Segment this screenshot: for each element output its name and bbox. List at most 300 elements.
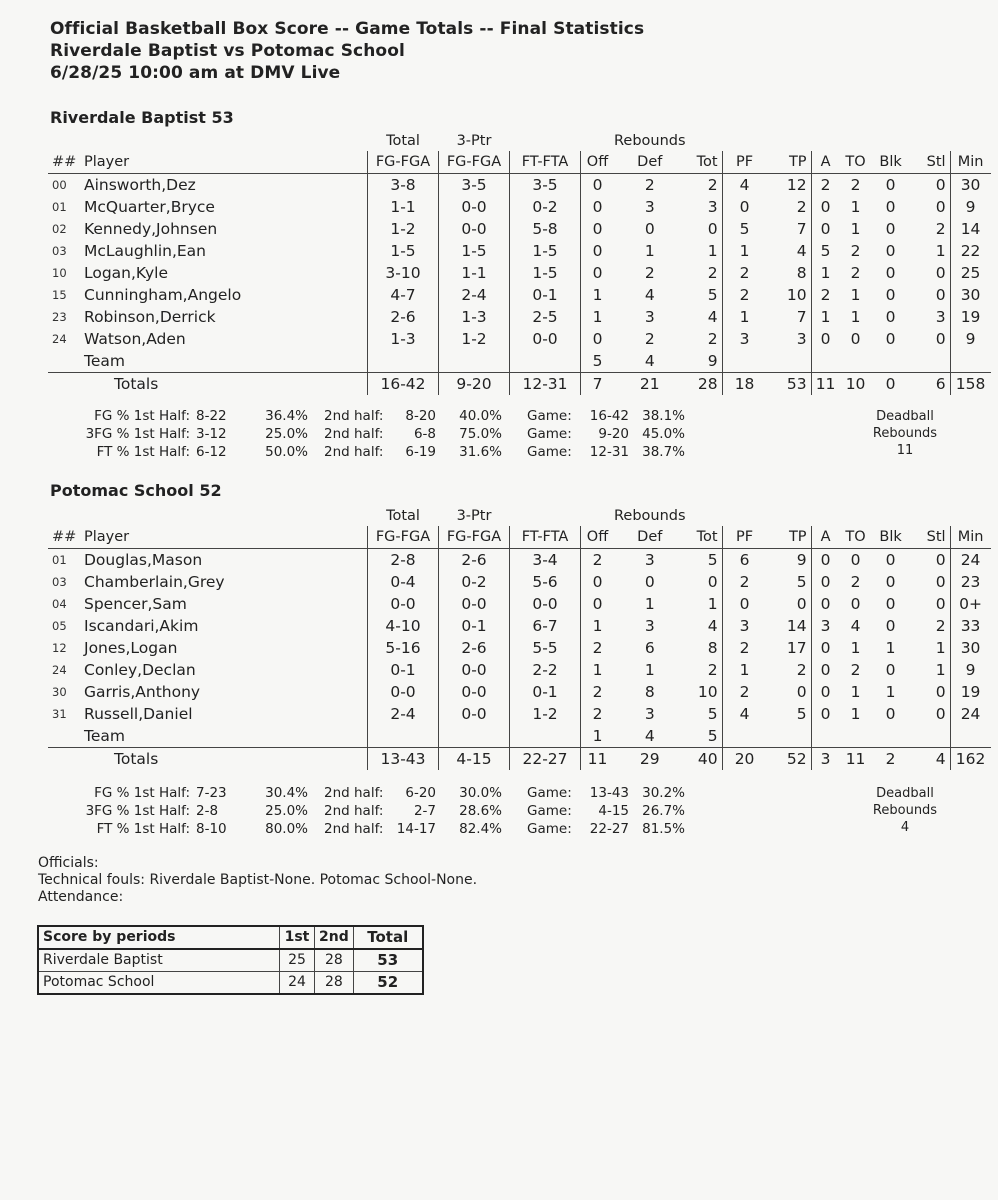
turnovers: 1: [850, 683, 861, 701]
ft-fta: 1-2: [510, 703, 581, 725]
assists: 0: [820, 551, 831, 569]
turnovers: 1: [850, 308, 861, 326]
game-label: Game:: [527, 821, 572, 837]
turnovers: 1: [850, 198, 861, 216]
total-three-pt-fg-fga: 4-15: [439, 748, 510, 771]
deadball-label: Deadball: [876, 409, 934, 424]
col-blocks: Blk: [872, 151, 910, 174]
team-rebounds-row: [48, 350, 991, 373]
tot-reb: 4: [686, 306, 723, 328]
def-reb: 2: [644, 264, 655, 282]
total-turnovers: 11: [840, 748, 872, 771]
team-2-title: Potomac School 52: [50, 481, 222, 500]
player-name: Cunningham,Angelo: [84, 286, 242, 304]
off-reb: 2: [592, 551, 603, 569]
col-def-reb: Def: [614, 151, 686, 174]
blank: [910, 506, 951, 526]
steals: 0: [910, 196, 951, 218]
tot-reb: 5: [686, 284, 723, 306]
fg-fga: 2-8: [368, 549, 439, 572]
fg-fga: 0-0: [368, 681, 439, 703]
turnovers: 4: [850, 617, 861, 635]
minutes: 9: [965, 330, 976, 348]
total-steals: 6: [910, 373, 951, 396]
jersey-number: 04: [52, 597, 67, 611]
player-row: [48, 681, 991, 703]
minutes: 9: [965, 661, 976, 679]
blank: [811, 131, 840, 151]
game-made: 9-20: [598, 426, 629, 442]
three-pt-fg-fga: 2-6: [439, 637, 510, 659]
tot-reb: 1: [686, 240, 723, 262]
periods-total: 53: [353, 949, 423, 972]
player-name: McQuarter,Bryce: [84, 198, 215, 216]
minutes: 14: [960, 220, 981, 238]
col-personal-fouls: PF: [722, 526, 767, 549]
total-points: 5: [767, 703, 812, 725]
minutes: 33: [960, 617, 981, 635]
total-points: 2: [767, 659, 812, 681]
player-row: [48, 262, 991, 284]
pct-label: FG % 1st Half:: [94, 408, 190, 424]
three-pt-fg-fga: 3-5: [439, 174, 510, 197]
blank: [840, 725, 872, 748]
total-total-points: 53: [767, 373, 812, 396]
blank: [722, 725, 767, 748]
total-three-pt-fg-fga: 9-20: [439, 373, 510, 396]
jersey-number: 31: [52, 707, 67, 721]
def-reb: 1: [644, 661, 655, 679]
personal-fouls: 2: [739, 286, 750, 304]
personal-fouls: 2: [739, 639, 750, 657]
steals: 0: [910, 284, 951, 306]
periods-header-q2: 2nd: [315, 926, 354, 949]
tot-reb: 4: [686, 615, 723, 637]
pct-label: 3FG % 1st Half:: [85, 426, 190, 442]
blank: [840, 506, 872, 526]
pct-label: FG % 1st Half:: [94, 785, 190, 801]
ft-fta: 2-2: [510, 659, 581, 681]
minutes: 19: [960, 683, 981, 701]
game-pct: 45.0%: [642, 426, 685, 442]
game-made: 22-27: [589, 821, 629, 837]
blank: [48, 725, 84, 748]
total-ft-fta: 22-27: [510, 748, 581, 771]
first-half-made: 3-12: [196, 426, 227, 442]
blank: [48, 373, 84, 396]
player-name: Russell,Daniel: [84, 705, 193, 723]
player-row: [48, 174, 991, 197]
total-points: 3: [767, 328, 812, 350]
def-reb: 3: [644, 551, 655, 569]
three-pt-fg-fga: 2-4: [439, 284, 510, 306]
tot-reb: 9: [686, 350, 723, 373]
jersey-number: 05: [52, 619, 67, 633]
col-turnovers: TO: [840, 151, 872, 174]
blank: [767, 506, 812, 526]
total-points: 17: [767, 637, 812, 659]
shooting-pct-row: [50, 407, 685, 425]
jersey-number: 03: [52, 244, 67, 258]
turnovers: 1: [850, 639, 861, 657]
rebounds-label: Rebounds: [872, 803, 938, 818]
personal-fouls: 5: [739, 220, 750, 238]
ft-fta: 0-0: [510, 593, 581, 615]
blank: [510, 350, 581, 373]
report-header: [50, 18, 644, 84]
total-points: 2: [767, 196, 812, 218]
personal-fouls: 4: [739, 705, 750, 723]
steals: 0: [910, 549, 951, 572]
assists: 0: [820, 595, 831, 613]
ft-fta: 5-8: [510, 218, 581, 240]
player-row: [48, 637, 991, 659]
ft-fta: 3-5: [510, 174, 581, 197]
col-fg-fga: FG-FGA: [368, 151, 439, 174]
col-ft-fta: FT-FTA: [510, 151, 581, 174]
assists: 2: [820, 286, 831, 304]
second-half-label: 2nd half:: [324, 444, 384, 460]
personal-fouls: 1: [739, 661, 750, 679]
off-reb: 0: [592, 330, 603, 348]
tot-reb: 5: [686, 725, 723, 748]
blocks: 0: [885, 176, 896, 194]
rebounds-label: Rebounds: [872, 426, 938, 441]
three-pt-fg-fga: 0-0: [439, 659, 510, 681]
steals: 1: [910, 659, 951, 681]
team-1-deadball-rebounds: [862, 408, 948, 459]
first-half-made: 8-10: [196, 821, 227, 837]
player-row: [48, 615, 991, 637]
periods-row: [38, 949, 423, 972]
personal-fouls: 0: [739, 595, 750, 613]
off-reb: 1: [592, 617, 603, 635]
ft-fta: 5-5: [510, 637, 581, 659]
tot-reb: 1: [686, 593, 723, 615]
off-reb: 1: [592, 727, 603, 745]
periods-total: 52: [353, 972, 423, 995]
col-three-pt-fg-fga: FG-FGA: [439, 526, 510, 549]
player-row: [48, 549, 991, 572]
blocks: 0: [885, 330, 896, 348]
def-reb: 3: [644, 705, 655, 723]
off-reb: 0: [592, 176, 603, 194]
jersey-number: 24: [52, 663, 67, 677]
ft-fta: 1-5: [510, 262, 581, 284]
first-half-pct: 50.0%: [265, 444, 308, 460]
minutes: 24: [960, 705, 981, 723]
total-fg-fga: 16-42: [368, 373, 439, 396]
assists: 1: [820, 308, 831, 326]
score-by-periods-table: [37, 925, 424, 995]
jersey-number: 30: [52, 685, 67, 699]
steals: 0: [910, 174, 951, 197]
group-rebounds: Rebounds: [614, 133, 686, 149]
blank: [439, 350, 510, 373]
three-pt-fg-fga: 2-6: [439, 549, 510, 572]
blocks: 0: [885, 242, 896, 260]
col-steals: Stl: [910, 526, 951, 549]
def-reb: 1: [644, 242, 655, 260]
col-total-points: TP: [767, 526, 812, 549]
jersey-number: 01: [52, 200, 67, 214]
def-reb: 1: [644, 595, 655, 613]
second-half-pct: 40.0%: [459, 408, 502, 424]
blank: [811, 506, 840, 526]
assists: 0: [820, 198, 831, 216]
fg-fga: 4-7: [368, 284, 439, 306]
ft-fta: 3-4: [510, 549, 581, 572]
assists: 2: [820, 176, 831, 194]
fg-fga: 0-4: [368, 571, 439, 593]
pct-label: 3FG % 1st Half:: [85, 803, 190, 819]
assists: 0: [820, 661, 831, 679]
col-blocks: Blk: [872, 526, 910, 549]
group-total: Total: [386, 508, 420, 524]
turnovers: 1: [850, 286, 861, 304]
ft-fta: 0-1: [510, 681, 581, 703]
total-steals: 4: [910, 748, 951, 771]
team-1-shooting-percentages: [50, 407, 685, 461]
blank: [910, 131, 951, 151]
blocks: 1: [885, 639, 896, 657]
def-reb: 3: [644, 308, 655, 326]
fg-fga: 5-16: [368, 637, 439, 659]
shooting-pct-row: [50, 425, 685, 443]
column-group-header: [48, 131, 991, 151]
second-half-made: 6-19: [405, 444, 436, 460]
total-off-reb: 11: [581, 748, 615, 771]
player-row: [48, 240, 991, 262]
def-reb: 8: [644, 683, 655, 701]
steals: 0: [910, 262, 951, 284]
turnovers: 1: [850, 705, 861, 723]
second-half-made: 8-20: [405, 408, 436, 424]
three-pt-fg-fga: 0-1: [439, 615, 510, 637]
game-pct: 38.7%: [642, 444, 685, 460]
off-reb: 0: [592, 242, 603, 260]
col-assists: A: [811, 526, 840, 549]
col-steals: Stl: [910, 151, 951, 174]
def-reb: 3: [644, 617, 655, 635]
col-def-reb: Def: [614, 526, 686, 549]
three-pt-fg-fga: 0-0: [439, 218, 510, 240]
player-name: Garris,Anthony: [84, 683, 201, 701]
total-points: 4: [767, 240, 812, 262]
ft-fta: 0-1: [510, 284, 581, 306]
game-pct: 81.5%: [642, 821, 685, 837]
tot-reb: 5: [686, 703, 723, 725]
off-reb: 0: [592, 198, 603, 216]
total-personal-fouls: 20: [722, 748, 767, 771]
ft-fta: 2-5: [510, 306, 581, 328]
assists: 0: [820, 705, 831, 723]
blank: [950, 725, 991, 748]
fg-fga: 1-2: [368, 218, 439, 240]
report-title: Official Basketball Box Score -- Game Totals -- Final Statistics: [50, 19, 645, 39]
second-half-made: 6-20: [405, 785, 436, 801]
periods-header-row: [38, 926, 423, 949]
assists: 0: [820, 330, 831, 348]
blocks: 0: [885, 264, 896, 282]
col-ft-fta: FT-FTA: [510, 526, 581, 549]
personal-fouls: 2: [739, 264, 750, 282]
total-points: 7: [767, 218, 812, 240]
periods-row: [38, 972, 423, 995]
player-row: [48, 196, 991, 218]
fg-fga: 1-5: [368, 240, 439, 262]
col-off-reb: Off: [581, 151, 615, 174]
personal-fouls: 2: [739, 683, 750, 701]
steals: 0: [910, 328, 951, 350]
personal-fouls: 3: [739, 617, 750, 635]
total-blocks: 0: [872, 373, 910, 396]
periods-q2: 28: [315, 972, 354, 995]
second-half-pct: 30.0%: [459, 785, 502, 801]
off-reb: 0: [592, 220, 603, 238]
turnovers: 0: [850, 551, 861, 569]
assists: 5: [820, 242, 831, 260]
total-points: 8: [767, 262, 812, 284]
steals: 0: [910, 571, 951, 593]
player-row: [48, 593, 991, 615]
column-header-row: [48, 526, 991, 549]
game-made: 12-31: [589, 444, 629, 460]
total-assists: 3: [811, 748, 840, 771]
tot-reb: 0: [686, 571, 723, 593]
game-label: Game:: [527, 444, 572, 460]
col-personal-fouls: PF: [722, 151, 767, 174]
col-turnovers: TO: [840, 526, 872, 549]
blank: [811, 350, 840, 373]
ft-fta: 6-7: [510, 615, 581, 637]
blank: [368, 725, 439, 748]
blank: [48, 748, 84, 771]
game-date-venue: 6/28/25 10:00 am at DMV Live: [50, 63, 341, 83]
three-pt-fg-fga: 1-2: [439, 328, 510, 350]
player-name: Chamberlain,Grey: [84, 573, 225, 591]
totals-row: [48, 748, 991, 771]
minutes: 23: [960, 573, 981, 591]
turnovers: 1: [850, 220, 861, 238]
team-1-title: Riverdale Baptist 53: [50, 108, 234, 127]
second-half-label: 2nd half:: [324, 803, 384, 819]
team-rebounds-row: [48, 725, 991, 748]
player-name: Robinson,Derrick: [84, 308, 216, 326]
periods-q2: 28: [315, 949, 354, 972]
three-pt-fg-fga: 0-0: [439, 681, 510, 703]
technical-fouls: Technical fouls: Riverdale Baptist-None. Potomac School-None.: [38, 872, 478, 888]
personal-fouls: 0: [739, 198, 750, 216]
blank: [686, 506, 723, 526]
personal-fouls: 6: [739, 551, 750, 569]
blank: [950, 506, 991, 526]
off-reb: 1: [592, 286, 603, 304]
deadball-label: Deadball: [876, 786, 934, 801]
steals: 1: [910, 240, 951, 262]
blank: [48, 350, 84, 373]
game-notes: [38, 855, 477, 906]
assists: 3: [820, 617, 831, 635]
total-assists: 11: [811, 373, 840, 396]
total-points: 12: [767, 174, 812, 197]
fg-fga: 0-0: [368, 593, 439, 615]
team-2-shooting-percentages: [50, 784, 685, 838]
blank: [950, 131, 991, 151]
blank: [581, 506, 615, 526]
player-row: [48, 571, 991, 593]
second-half-pct: 82.4%: [459, 821, 502, 837]
blocks: 0: [885, 286, 896, 304]
total-minutes: 162: [950, 748, 991, 771]
blocks: 0: [885, 308, 896, 326]
turnovers: 0: [850, 595, 861, 613]
player-row: [48, 328, 991, 350]
minutes: 22: [960, 242, 981, 260]
first-half-pct: 30.4%: [265, 785, 308, 801]
tot-reb: 5: [686, 549, 723, 572]
turnovers: 2: [850, 573, 861, 591]
shooting-pct-row: [50, 802, 685, 820]
assists: 0: [820, 683, 831, 701]
shooting-pct-row: [50, 784, 685, 802]
attendance: Attendance:: [38, 889, 124, 905]
minutes: 9: [965, 198, 976, 216]
blank: [811, 725, 840, 748]
player-name: Watson,Aden: [84, 330, 186, 348]
blank: [840, 131, 872, 151]
blocks: 0: [885, 617, 896, 635]
game-made: 16-42: [589, 408, 629, 424]
blank: [368, 350, 439, 373]
col-num: ##: [48, 151, 84, 174]
blank: [510, 506, 581, 526]
def-reb: 4: [644, 727, 655, 745]
total-points: 9: [767, 549, 812, 572]
turnovers: 2: [850, 264, 861, 282]
game-label: Game:: [527, 426, 572, 442]
player-name: Conley,Declan: [84, 661, 196, 679]
total-points: 0: [767, 681, 812, 703]
pct-label: FT % 1st Half:: [96, 821, 190, 837]
off-reb: 2: [592, 705, 603, 723]
second-half-label: 2nd half:: [324, 408, 384, 424]
total-fg-fga: 13-43: [368, 748, 439, 771]
tot-reb: 2: [686, 174, 723, 197]
tot-reb: 3: [686, 196, 723, 218]
player-name: McLaughlin,Ean: [84, 242, 206, 260]
three-pt-fg-fga: 0-0: [439, 196, 510, 218]
matchup: Riverdale Baptist vs Potomac School: [50, 41, 405, 61]
jersey-number: 15: [52, 288, 67, 302]
tot-reb: 2: [686, 328, 723, 350]
blocks: 0: [885, 551, 896, 569]
blank: [950, 350, 991, 373]
col-player: Player: [84, 151, 368, 174]
fg-fga: 1-3: [368, 328, 439, 350]
def-reb: 4: [644, 286, 655, 304]
group-3ptr: 3-Ptr: [456, 133, 492, 149]
blocks: 0: [885, 595, 896, 613]
blocks: 1: [885, 683, 896, 701]
fg-fga: 1-1: [368, 196, 439, 218]
off-reb: 0: [592, 595, 603, 613]
col-minutes: Min: [950, 151, 991, 174]
second-half-made: 2-7: [413, 803, 436, 819]
total-points: 0: [767, 593, 812, 615]
assists: 0: [820, 220, 831, 238]
blocks: 0: [885, 573, 896, 591]
